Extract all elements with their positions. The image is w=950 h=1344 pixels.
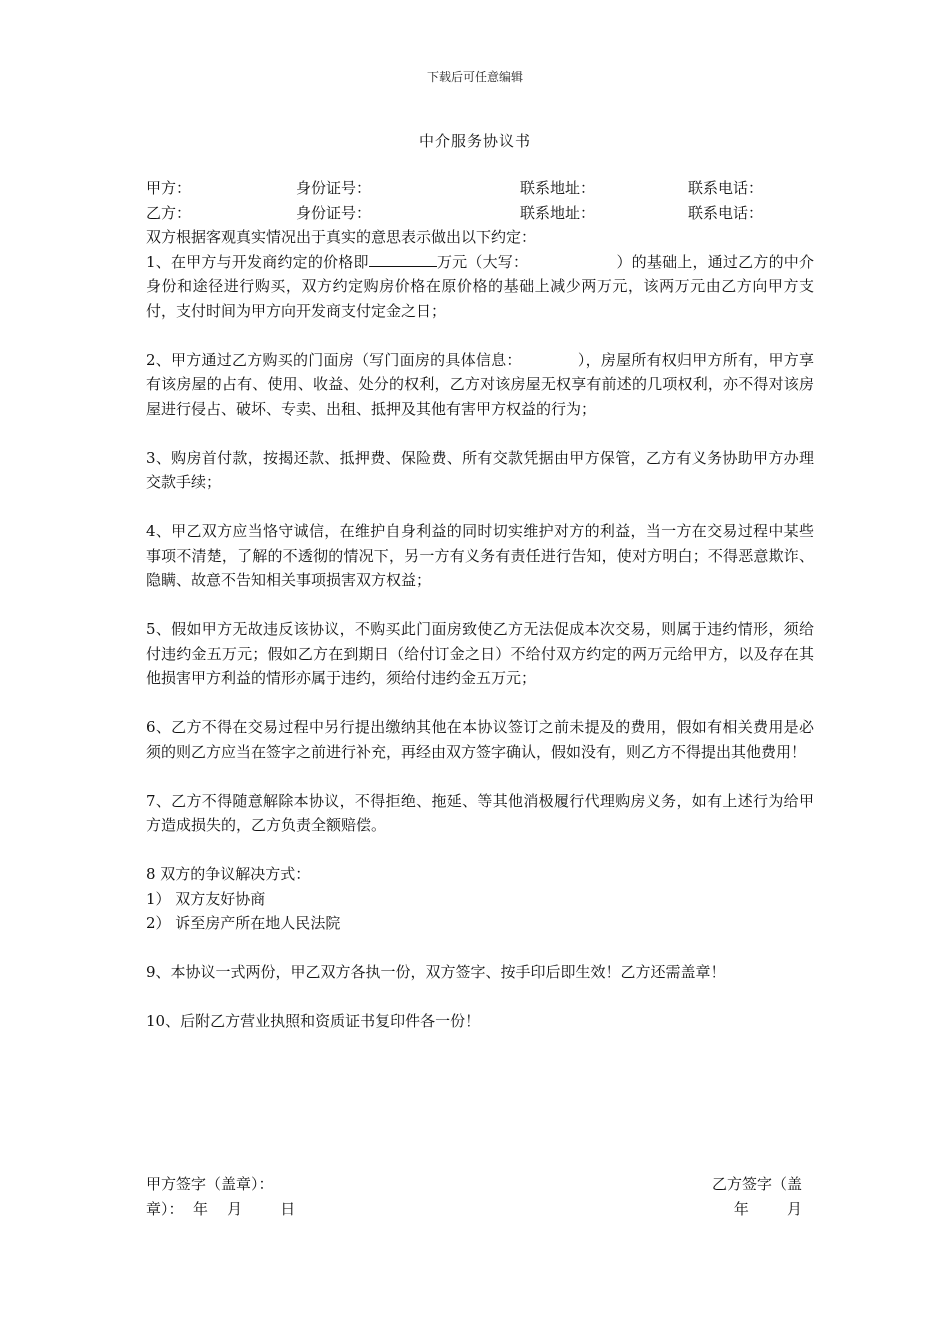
dispute-option: 1） 双方友好协商 xyxy=(146,889,266,908)
clause-2-pre: 2、甲方通过乙方购买的门面房（写门面房的具体信息： xyxy=(146,350,522,369)
header-note: 下载后可任意编辑 xyxy=(426,70,523,84)
party-b-signature-label: 乙方签字（盖 xyxy=(711,1175,802,1193)
signature-line-2 xyxy=(146,1197,814,1222)
party-label: 乙方： xyxy=(146,203,192,222)
clause-4: 4、甲乙双方应当恪守诚信，在维护自身利益的同时切实维护对方的利益，当一方在交易过程中某些事项不清楚，了解的不透彻的情况下，另一方有义务有责任进行告知，使对方明白；不得恶意欺诈、隐瞒、故意不告知相关事项损害双方权益； xyxy=(146,522,814,589)
clause-2 xyxy=(146,348,814,422)
party-a-signature-label: 甲方签字（盖章）： xyxy=(146,1175,274,1193)
address-label: 联系地址： xyxy=(520,203,596,222)
clause-5: 5、假如甲方无故违反该协议，不购买此门面房致使乙方无法促成本次交易，则属于违约情形，须给付违约金五万元；假如乙方在到期日（给付订金之日）不给付双方约定的两万元给甲方，以及存在其他损害甲方利益的情形亦属于违约，须给付违约金五万元； xyxy=(146,620,814,687)
phone-label: 联系电话： xyxy=(688,179,764,197)
dispute-option: 2） 诉至房产所在地人民法院 xyxy=(146,914,341,932)
clause-1-post: ）的基础上，通过乙方的中介身份和途径进行购买，双方约定购房价格在原价格的基础上减少两万元，该两万元由乙方向甲方支付，支付时间为甲方向开发商支付定金之日； xyxy=(146,252,814,320)
id-label: 身份证号： xyxy=(296,179,372,197)
clause-10: 10、后附乙方营业执照和资质证书复印件各一份！ xyxy=(146,1012,481,1030)
address-label: 联系地址： xyxy=(520,179,596,197)
clause-6: 6、乙方不得在交易过程中另行提出缴纳其他在本协议签订之前未提及的费用，假如有相关费用是必须的则乙方应当在签字之前进行补充，再经由双方签字确认，假如没有，则乙方不得提出其他费用！ xyxy=(146,718,814,761)
clause-3: 3、购房首付款，按揭还款、抵押费、保险费、所有交款凭据由甲方保管，乙方有义务协助甲方办理交款手续； xyxy=(146,448,814,491)
id-label: 身份证号： xyxy=(296,203,372,222)
clause-8-heading: 8 双方的争议解决方式： xyxy=(146,865,311,883)
party-a-date-label: 章）： 年 月 日 xyxy=(146,1199,296,1218)
agreement-body xyxy=(146,176,814,1034)
party-b-date-label: 年 月 xyxy=(733,1199,802,1218)
clause-1-pre: 1、在甲方与开发商约定的价格即 xyxy=(146,252,369,271)
page-title: 中介服务协议书 xyxy=(418,132,531,150)
price-blank xyxy=(369,250,437,267)
party-label: 甲方： xyxy=(146,179,192,197)
clause-9: 9、本协议一式两份，甲乙双方各执一份，双方签字、按手印后即生效！乙方还需盖章！ xyxy=(146,963,726,981)
clause-7: 7、乙方不得随意解除本协议，不得拒绝、拖延、等其他消极履行代理购房义务，如有上述行为给甲方造成损失的，乙方负责全额赔偿。 xyxy=(146,791,814,834)
clause-2-post: ），房屋所有权归甲方所有，甲方享有该房屋的占有、使用、收益、处分的权利，乙方对该房屋无权享有前述的几项权利，亦不得对该房屋进行侵占、破坏、专卖、出租、抵押及其他有害甲方权益的行为； xyxy=(146,350,814,418)
intro-paragraph: 双方根据客观真实情况出于真实的意思表示做出以下约定： xyxy=(146,228,537,246)
phone-label: 联系电话： xyxy=(688,203,764,222)
clause-1-mid: 万元（大写： xyxy=(436,252,529,271)
party-row-a xyxy=(146,176,814,201)
signature-line-1 xyxy=(146,1172,814,1197)
clause-1 xyxy=(146,250,814,324)
party-row-b xyxy=(146,201,814,226)
signature-block xyxy=(146,1172,814,1221)
